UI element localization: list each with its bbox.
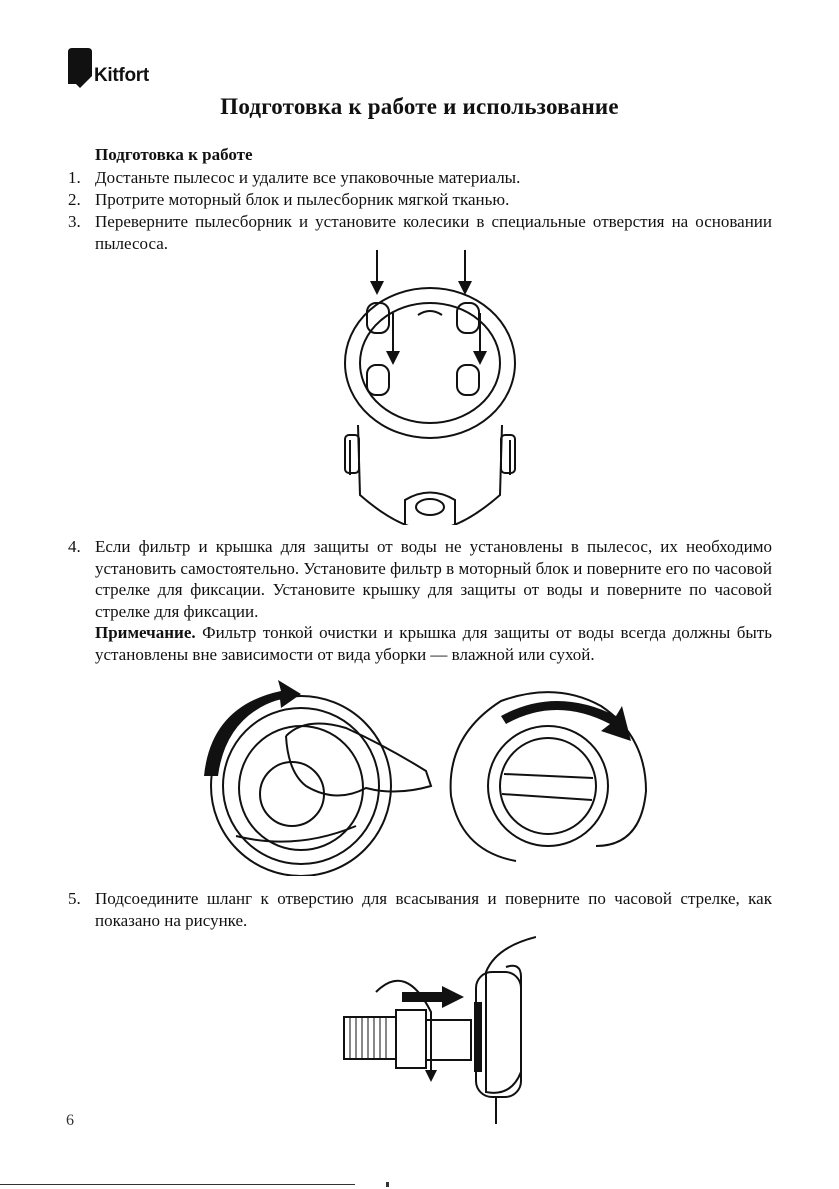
step-item <box>68 167 772 189</box>
step-text: Подсоедините шланг к отверстию для всасывания и поверните по часовой стрелке, как показано на рисунке. <box>95 889 772 930</box>
wheels-installation-illustration <box>330 245 530 525</box>
step-text: Переверните пылесборник и установите колесики в специальные отверстия на основании пылесоса. <box>95 212 772 253</box>
brand-logo <box>68 48 149 88</box>
page-title: Подготовка к работе и использование <box>220 94 619 119</box>
note-text: Фильтр тонкой очистки и крышка для защиты от воды всегда должны быть установлены вне зависимости от вида уборки — влажной или сухой. <box>95 623 772 664</box>
step-number: 5. <box>68 889 81 908</box>
note-label: Примечание. <box>95 623 196 642</box>
step-number: 3. <box>68 212 81 231</box>
note-paragraph <box>95 622 772 665</box>
footer-rule <box>0 1184 355 1185</box>
section-subtitle: Подготовка к работе <box>95 145 253 164</box>
page-number: 6 <box>66 1112 74 1129</box>
step-text: Если фильтр и крышка для защиты от воды не установлены в пылесос, их необходимо установить самостоятельно. Установите фильтр в моторный блок и поверните его по часовой стрелке для фиксации. Установите крышку для защиты от воды и поверните по часовой стрелке для фиксации. <box>95 537 772 621</box>
footer-mark <box>386 1182 389 1187</box>
kitfort-logo-icon <box>68 48 92 88</box>
step-number: 1. <box>68 168 81 187</box>
step-text: Достаньте пылесос и удалите все упаковочные материалы. <box>95 168 521 187</box>
hose-connection-illustration <box>336 932 536 1127</box>
step-item <box>68 888 772 931</box>
step-item <box>68 536 772 665</box>
step-number: 2. <box>68 190 81 209</box>
brand-name: Kitfort <box>94 65 149 86</box>
step-item <box>68 189 772 211</box>
step-text: Протрите моторный блок и пылесборник мягкой тканью. <box>95 190 510 209</box>
filter-rotation-illustration <box>196 676 666 876</box>
step-number: 4. <box>68 537 81 556</box>
